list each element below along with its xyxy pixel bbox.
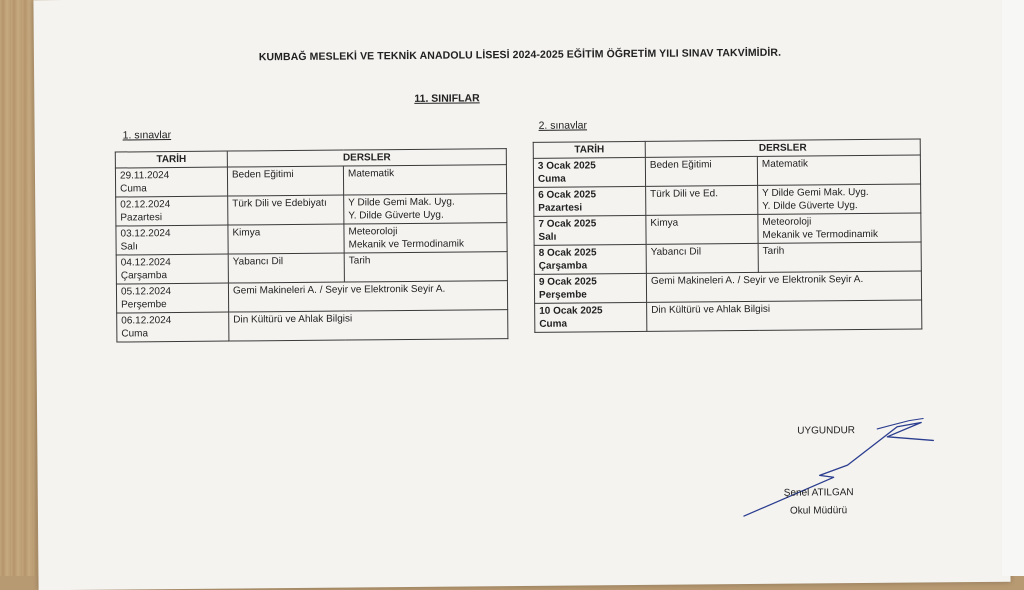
- class-heading: 11. SINIFLAR: [414, 92, 480, 105]
- table-row: [533, 155, 920, 187]
- exam-date: 3 Ocak 2025: [537, 160, 596, 172]
- course-cell: Yabancı Dil: [228, 253, 344, 283]
- course-cell: Matematik: [757, 155, 920, 185]
- exam-date: 7 Ocak 2025: [538, 218, 597, 230]
- table-row: [116, 252, 507, 284]
- exam-day: Çarşamba: [120, 270, 168, 282]
- exam-date: 06.12.2024: [121, 315, 172, 327]
- course-cell: Tarih: [758, 242, 921, 272]
- exam-day: Salı: [120, 241, 138, 253]
- exam-day: Çarşamba: [538, 260, 588, 272]
- approval-label: UYGUNDUR: [797, 425, 856, 437]
- table-row: [117, 310, 508, 342]
- table-row: [534, 271, 921, 303]
- exam-date: 04.12.2024: [120, 257, 171, 269]
- course-line: Meteoroloji: [348, 226, 398, 238]
- exam-day: Pazartesi: [120, 212, 163, 224]
- principal-name: Şenel ATILGAN: [783, 487, 854, 499]
- course-cell: Kimya: [228, 224, 344, 254]
- course-cell: Gemi Makineleri A. / Seyir ve Elektronik Seyir A.: [228, 281, 507, 312]
- exam-day: Perşembe: [538, 289, 587, 301]
- table-row: [116, 194, 507, 226]
- second-exams-table: [533, 139, 923, 333]
- course-cell: Din Kültürü ve Ahlak Bilgisi: [229, 310, 508, 341]
- course-line: Meteoroloji: [762, 216, 812, 228]
- paper-edge: [1002, 0, 1024, 576]
- header-courses: DERSLER: [227, 149, 506, 167]
- exam-day: Cuma: [121, 328, 149, 340]
- exam-date: 02.12.2024: [120, 199, 171, 211]
- course-cell: Din Kültürü ve Ahlak Bilgisi: [647, 300, 922, 331]
- first-exams-table: [115, 148, 509, 342]
- course-line: Y Dilde Gemi Mak. Uyg.: [348, 196, 455, 209]
- exam-day: Perşembe: [121, 299, 167, 311]
- header-courses: DERSLER: [645, 139, 920, 157]
- first-exams-caption: 1. sınavlar: [122, 129, 172, 142]
- exam-day: Cuma: [537, 173, 566, 185]
- exam-date: 29.11.2024: [119, 170, 170, 182]
- table-row: [115, 165, 506, 197]
- course-cell: Beden Eğitimi: [227, 166, 343, 196]
- header-date: TARİH: [533, 141, 645, 158]
- table-row: [534, 242, 921, 274]
- exam-day: Salı: [538, 231, 557, 243]
- table-row: [535, 300, 922, 332]
- course-cell: Tarih: [344, 252, 507, 282]
- exam-day: Cuma: [120, 183, 147, 195]
- second-exams-caption: 2. sınavlar: [538, 119, 588, 132]
- course-line: Y. Dilde Güverte Uyg.: [762, 200, 858, 212]
- exam-date: 6 Ocak 2025: [538, 189, 597, 201]
- header-date: TARİH: [115, 151, 227, 168]
- course-cell: Kimya: [646, 214, 758, 244]
- exam-date: 10 Ocak 2025: [539, 305, 603, 317]
- course-line: Mekanik ve Termodinamik: [762, 228, 878, 241]
- course-line: Mekanik ve Termodinamik: [348, 238, 465, 251]
- exam-day: Cuma: [539, 318, 568, 330]
- exam-date: 05.12.2024: [120, 286, 172, 298]
- exam-day: Pazartesi: [538, 202, 583, 214]
- course-cell: Gemi Makineleri A. / Seyir ve Elektronik Seyir A.: [646, 271, 921, 302]
- table-row: [534, 213, 921, 245]
- table-row: [116, 223, 507, 255]
- course-cell: Türk Dili ve Ed.: [646, 185, 758, 215]
- course-cell: Beden Eğitimi: [645, 156, 757, 186]
- paper-sheet: [33, 0, 1010, 590]
- exam-date: 8 Ocak 2025: [538, 247, 597, 259]
- course-line: Y Dilde Gemi Mak. Uyg.: [762, 186, 869, 199]
- principal-role: Okul Müdürü: [789, 505, 848, 517]
- document-title: KUMBAĞ MESLEKİ VE TEKNİK ANADOLU LİSESİ 2024-2025 EĞİTİM ÖĞRETİM YILI SINAV TAKVİMİDİR.: [258, 46, 782, 64]
- table-row: [534, 184, 921, 216]
- course-cell: Yabancı Dil: [646, 243, 758, 273]
- exam-date: 9 Ocak 2025: [538, 276, 597, 288]
- course-cell: Türk Dili ve Edebiyatı: [228, 195, 344, 225]
- table-row: [116, 281, 507, 313]
- course-cell: Matematik: [343, 165, 506, 195]
- exam-date: 03.12.2024: [120, 228, 171, 240]
- course-line: Y. Dilde Güverte Uyg.: [348, 209, 444, 222]
- handwritten-signature: [737, 410, 978, 522]
